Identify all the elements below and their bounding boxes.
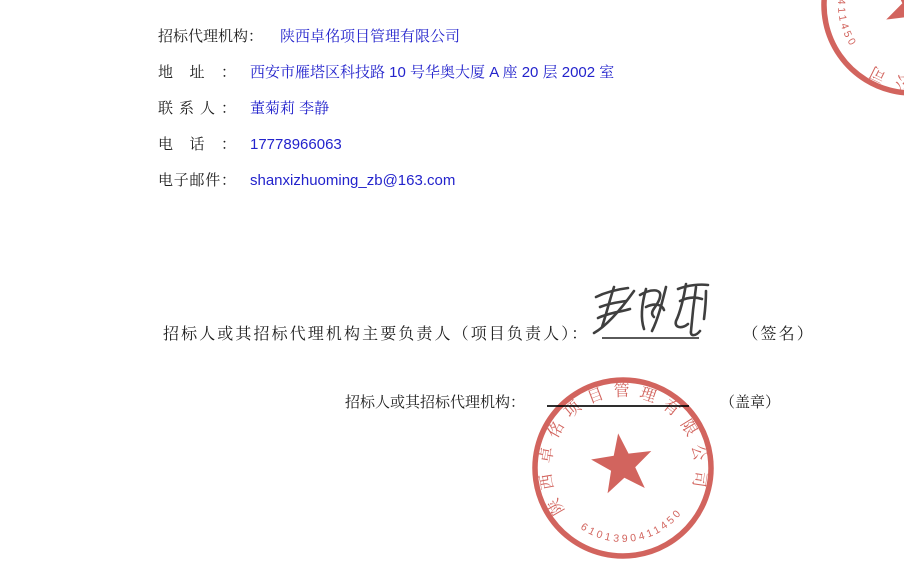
agency-name-value: 陕西卓佲项目管理有限公司	[280, 28, 461, 45]
email-value: shanxizhuoming_zb@163.com	[250, 172, 456, 189]
contact-person-label: 联系人：	[158, 100, 236, 117]
responsible-person-label: 招标人或其招标代理机构主要负责人（项目负责人）：	[163, 326, 590, 343]
company-seal-stamp	[508, 353, 738, 566]
seal-suffix: （盖章）	[720, 394, 781, 411]
contact-person-value: 董菊莉 李静	[250, 100, 330, 117]
phone-row	[158, 136, 614, 152]
address-row	[158, 64, 614, 80]
signature-suffix: （签名）	[742, 326, 815, 343]
agency-seal-label: 招标人或其招标代理机构：	[345, 394, 526, 411]
address-value: 西安市雁塔区科技路 10 号华奥大厦 A 座 20 层 2002 室	[250, 64, 615, 81]
handwritten-signature	[590, 281, 727, 345]
email-label: 电子邮件：	[158, 172, 236, 189]
contact-person-row	[158, 100, 614, 116]
corner-seal-stamp	[789, 0, 904, 128]
agency-name-label: 招标代理机构：	[158, 28, 264, 45]
phone-label: 电话：	[158, 136, 236, 153]
address-label: 地址：	[158, 64, 236, 81]
phone-value: 17778966063	[250, 136, 342, 153]
agency-name-row	[158, 28, 614, 44]
email-row	[158, 172, 614, 188]
agency-info-block	[158, 28, 614, 208]
